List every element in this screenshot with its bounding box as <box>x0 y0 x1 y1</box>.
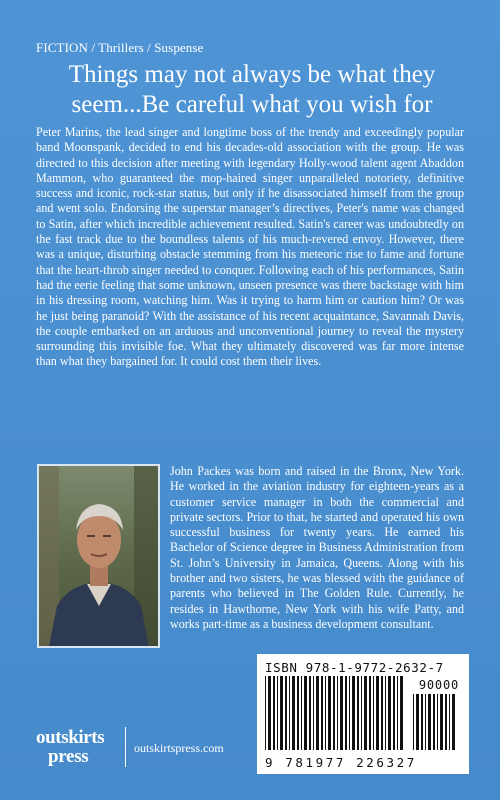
price-barcode <box>413 694 459 750</box>
barcode-bar <box>373 676 374 750</box>
barcode-bar <box>301 676 302 750</box>
barcode-bar <box>400 676 403 750</box>
publisher-url: outskirtspress.com <box>134 741 224 755</box>
barcode-bar <box>357 676 359 750</box>
barcode-bar <box>349 676 350 750</box>
barcode-bar <box>385 676 386 750</box>
barcode-bar <box>445 694 447 750</box>
barcode-bar <box>268 676 271 750</box>
category-label: FICTION / Thrillers / Suspense <box>36 40 204 55</box>
barcode-bar <box>340 676 343 750</box>
barcode-bar <box>361 676 362 750</box>
barcode-bar <box>328 676 331 750</box>
barcode-bar <box>388 676 391 750</box>
isbn-barcode-box <box>257 654 469 774</box>
barcode-bar <box>321 676 323 750</box>
barcode-bar <box>337 676 338 750</box>
price-code: 90000 <box>418 678 459 692</box>
barcode-bar <box>376 676 379 750</box>
barcode-bar <box>285 676 287 750</box>
barcode-bar <box>413 694 414 750</box>
tagline-heading: Things may not always be what they seem...Be careful what you wish for <box>68 61 436 118</box>
photo-float-spacer <box>36 464 170 654</box>
barcode-bar <box>428 694 431 750</box>
barcode-bar <box>369 676 371 750</box>
barcode-bar <box>421 694 423 750</box>
barcode-bar <box>425 694 426 750</box>
barcode-bar <box>316 676 319 750</box>
barcode-bar <box>292 676 295 750</box>
barcode-bar <box>452 694 455 750</box>
ean-barcode <box>265 676 405 750</box>
barcode-bar <box>345 676 347 750</box>
barcode-bar <box>381 676 383 750</box>
barcode-bar <box>364 676 367 750</box>
author-bio <box>36 464 464 654</box>
barcode-bar <box>313 676 314 750</box>
barcode-bar <box>393 676 395 750</box>
barcode-bar <box>397 676 398 750</box>
barcode-bar <box>437 694 438 750</box>
publisher-divider <box>125 727 126 767</box>
barcode-bar <box>304 676 307 750</box>
publisher-logo <box>36 728 118 768</box>
isbn-label: ISBN 978-1-9772-2632-7 <box>265 660 444 675</box>
barcode-bar <box>289 676 290 750</box>
author-bio-text: John Packes was born and raised in the Bronx, New York. He worked in the aviation industry for eighteen-years as a customer service manager in both the commercial and private sectors. Prior to that, he started and operated his own successful business for twenty years. He earned his Bachelor of Science degree in Business Administration from St. John’s University in Jamaica, Queens. Along with his brother and two sisters, he was blessed with the guidance of parents who believed in The Golden Rule. Currently, he resides in Hawthorne, New York with his wife Patty, and works part-time as a business development consultant. <box>170 464 464 631</box>
barcode-bar <box>449 694 450 750</box>
barcode-bar <box>273 676 275 750</box>
barcode-bar <box>433 694 435 750</box>
publisher-logo-line2: press <box>48 746 89 767</box>
barcode-bar <box>352 676 355 750</box>
barcode-bar <box>416 694 419 750</box>
publisher-logo-line1: outskirts <box>36 727 105 748</box>
barcode-bar <box>265 676 266 750</box>
barcode-bar <box>440 694 443 750</box>
barcode-bar <box>309 676 311 750</box>
ean-digits: 9 781977 226327 <box>265 755 417 770</box>
barcode-bar <box>277 676 278 750</box>
barcode-bar <box>325 676 326 750</box>
barcode-bar <box>297 676 299 750</box>
barcode-bar <box>280 676 283 750</box>
barcode-bar <box>333 676 335 750</box>
synopsis-blurb: Peter Marins, the lead singer and longtime boss of the trendy and exceedingly popular band Moonspank, decided to end his decades-old association with the group. He was directed to this decision after meeting with legendary Holly-wood talent agent Abaddon Mammon, who guaranteed the mop-haired singer unparalleled notoriety, definitive success and iconic, rock-star status, but only if he disassociated himself from the group and went solo. Endorsing the superstar manager’s directives, Peter's name was changed to Satin, after which incredible achievement resulted. Satin's career was undoubtedly on the fast track due to the boundless talents of his much-revered envoy. However, there was a unique, disturbing obstacle stemming from his meteoric rise to fame and fortune that the heart-throb singer needed to conquer. Following each of his performances, Satin had the eerie feeling that some unknown, unseen presence was there backstage with him in his dressing room, watching him. Was it trying to harm him or caution him? Or was he just being paranoid? With the assistance of his recent acquaintance, Savannah Davis, the couple embarked on an arduous and unconventional journey to reveal the mystery surrounding this invisible foe. What they ultimately discovered was far more intense than what they bargained for. It could cost them their lives. <box>36 125 464 369</box>
